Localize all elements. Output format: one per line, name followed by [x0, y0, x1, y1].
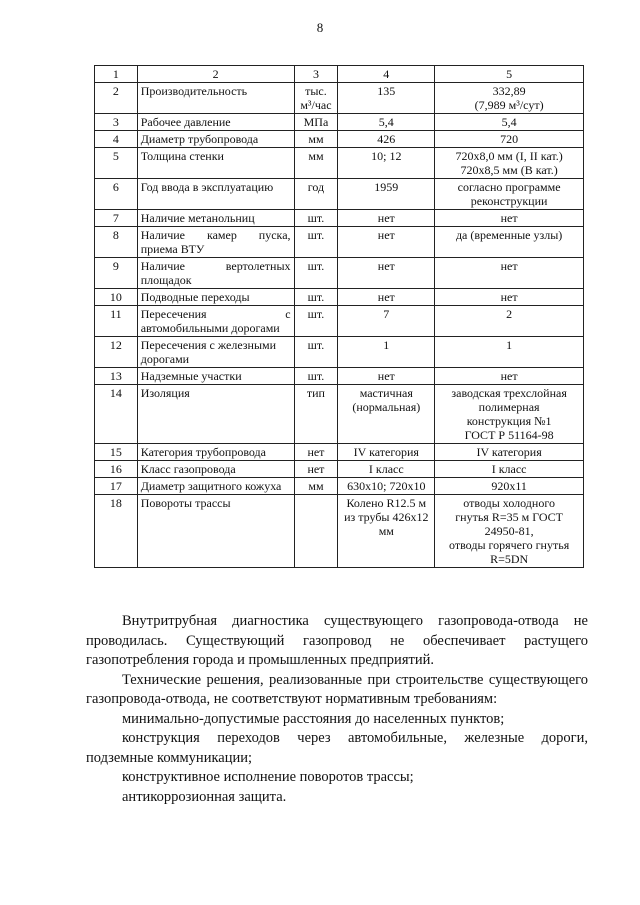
row-projected-value	[435, 289, 584, 306]
row-existing-value: 5,4	[338, 114, 435, 131]
row-parameter-name: Наличие камер пуска, приема ВТУ	[137, 227, 294, 258]
row-number: 12	[95, 337, 138, 368]
row-unit: нет	[294, 444, 338, 461]
table-row	[95, 131, 584, 148]
table-row	[95, 495, 584, 568]
list-item-distances: минимально-допустимые расстояния до населенных пунктов;	[122, 710, 505, 727]
row-existing-value: нет	[338, 258, 435, 289]
row-parameter-name: Пересечения с железными дорогами	[137, 337, 294, 368]
row-parameter-name: Повороты трассы	[137, 495, 294, 568]
row-parameter-name: Изоляция	[137, 385, 294, 444]
row-number: 13	[95, 368, 138, 385]
projected-value-line: отводы горячего гнутья	[449, 538, 570, 552]
projected-value-line: 720	[500, 132, 519, 146]
projected-value-line: I класс	[491, 462, 527, 476]
row-existing-value: нет	[338, 227, 435, 258]
row-existing-value: 1	[338, 337, 435, 368]
paragraph-technical-solutions: Технические решения, реализованные при строительстве существующего газопровода-отвода, не соответствуют нормативным требованиям:	[86, 671, 588, 707]
table-row	[95, 306, 584, 337]
row-unit: тип	[294, 385, 338, 444]
row-number: 18	[95, 495, 138, 568]
row-projected-value	[435, 495, 584, 568]
row-parameter-name: Наличие метанольниц	[137, 210, 294, 227]
row-unit	[294, 495, 338, 568]
row-parameter-name: Пересечения с автомобильными дорогами	[137, 306, 294, 337]
row-unit: год	[294, 179, 338, 210]
projected-value-line: реконструкции	[470, 194, 548, 208]
projected-value-line: гнутья R=35 м ГОСТ	[455, 510, 563, 524]
row-unit: мм	[294, 478, 338, 495]
table-row	[95, 83, 584, 114]
row-number: 2	[95, 83, 138, 114]
projected-value-line: конструкция №1	[466, 414, 552, 428]
row-existing-value: 10; 12	[338, 148, 435, 179]
header-col-1: 1	[95, 66, 138, 83]
paragraph-diagnostics: Внутритрубная диагностика существующего газопровода-отвода не проводилась. Существующий газопровод не обеспечивает растущего газопотребления города и промышленных предприятий.	[86, 613, 588, 668]
projected-value-line: ГОСТ Р 51164-98	[464, 428, 554, 442]
table-header-row	[95, 66, 584, 83]
row-number: 9	[95, 258, 138, 289]
projected-value-line: заводская трехслойная	[451, 386, 567, 400]
parameters-table	[94, 65, 584, 568]
projected-value-line: нет	[500, 369, 518, 383]
row-projected-value	[435, 306, 584, 337]
projected-value-line: 5,4	[501, 115, 517, 129]
table-row	[95, 179, 584, 210]
header-col-3: 3	[294, 66, 338, 83]
table-row	[95, 337, 584, 368]
table-row	[95, 461, 584, 478]
row-projected-value	[435, 368, 584, 385]
row-existing-value: нет	[338, 289, 435, 306]
row-parameter-name: Производительность	[137, 83, 294, 114]
row-number: 3	[95, 114, 138, 131]
row-parameter-name: Наличие вертолетных площадок	[137, 258, 294, 289]
projected-value-line: да (временные узлы)	[455, 228, 563, 242]
projected-value-line: 720х8,5 мм (В кат.)	[460, 163, 558, 177]
row-unit: шт.	[294, 368, 338, 385]
row-projected-value	[435, 258, 584, 289]
list-item-corrosion: антикоррозионная защита.	[122, 788, 287, 805]
row-existing-value: I класс	[338, 461, 435, 478]
row-existing-value: 1959	[338, 179, 435, 210]
row-parameter-name: Рабочее давление	[137, 114, 294, 131]
table-row	[95, 210, 584, 227]
projected-value-line: нет	[500, 290, 518, 304]
row-parameter-name: Подводные переходы	[137, 289, 294, 306]
projected-value-line: 920х11	[491, 479, 527, 493]
row-unit: мм	[294, 148, 338, 179]
row-parameter-name: Толщина стенки	[137, 148, 294, 179]
row-projected-value	[435, 227, 584, 258]
row-existing-value: Колено R12.5 м из трубы 426х12 мм	[338, 495, 435, 568]
table-row	[95, 385, 584, 444]
row-projected-value	[435, 444, 584, 461]
projected-value-line: нет	[500, 259, 518, 273]
table-row	[95, 227, 584, 258]
row-projected-value	[435, 210, 584, 227]
row-number: 16	[95, 461, 138, 478]
row-number: 8	[95, 227, 138, 258]
row-projected-value	[435, 337, 584, 368]
table-row	[95, 148, 584, 179]
row-unit: шт.	[294, 210, 338, 227]
page-number: 8	[316, 20, 324, 35]
row-number: 10	[95, 289, 138, 306]
projected-value-line: 2	[506, 307, 513, 321]
row-parameter-name: Класс газопровода	[137, 461, 294, 478]
row-projected-value	[435, 385, 584, 444]
table-row	[95, 114, 584, 131]
row-projected-value	[435, 478, 584, 495]
row-unit: мм	[294, 131, 338, 148]
row-number: 14	[95, 385, 138, 444]
list-item-crossings: конструкция переходов через автомобильные, железные дороги, подземные коммуникации;	[86, 730, 588, 766]
table-row	[95, 368, 584, 385]
row-existing-value: нет	[338, 368, 435, 385]
row-unit: шт.	[294, 337, 338, 368]
projected-value-line: IV категория	[476, 445, 542, 459]
row-unit: шт.	[294, 227, 338, 258]
projected-value-line: (7,989 м³/сут)	[474, 98, 544, 112]
row-projected-value	[435, 83, 584, 114]
table-row	[95, 289, 584, 306]
projected-value-line: 720х8,0 мм (I, II кат.)	[455, 149, 563, 163]
row-existing-value: 630х10; 720х10	[338, 478, 435, 495]
row-projected-value	[435, 179, 584, 210]
row-existing-value: IV категория	[338, 444, 435, 461]
table-row	[95, 258, 584, 289]
projected-value-line: R=5DN	[490, 552, 529, 566]
row-number: 11	[95, 306, 138, 337]
body-text	[86, 612, 588, 807]
row-existing-value: нет	[338, 210, 435, 227]
projected-value-line: отводы холодного	[463, 496, 555, 510]
projected-value-line: согласно программе	[457, 180, 561, 194]
row-existing-value: 135	[338, 83, 435, 114]
row-number: 6	[95, 179, 138, 210]
row-existing-value: 426	[338, 131, 435, 148]
table-row	[95, 478, 584, 495]
projected-value-line: 1	[506, 338, 513, 352]
row-number: 17	[95, 478, 138, 495]
projected-value-line: нет	[500, 211, 518, 225]
row-unit: нет	[294, 461, 338, 478]
row-projected-value	[435, 148, 584, 179]
row-unit: МПа	[294, 114, 338, 131]
row-number: 5	[95, 148, 138, 179]
projected-value-line: 24950-81,	[484, 524, 534, 538]
header-col-2: 2	[137, 66, 294, 83]
row-unit: шт.	[294, 289, 338, 306]
row-parameter-name: Год ввода в эксплуатацию	[137, 179, 294, 210]
header-col-4: 4	[338, 66, 435, 83]
projected-value-line: 332,89	[492, 84, 526, 98]
row-parameter-name: Диаметр трубопровода	[137, 131, 294, 148]
row-unit: шт.	[294, 258, 338, 289]
row-number: 15	[95, 444, 138, 461]
header-col-5: 5	[435, 66, 584, 83]
row-existing-value: мастичная (нормальная)	[338, 385, 435, 444]
list-item-turns: конструктивное исполнение поворотов трассы;	[122, 769, 414, 785]
row-existing-value: 7	[338, 306, 435, 337]
row-parameter-name: Надземные участки	[137, 368, 294, 385]
row-number: 7	[95, 210, 138, 227]
row-projected-value	[435, 461, 584, 478]
projected-value-line: полимерная	[478, 400, 540, 414]
row-number: 4	[95, 131, 138, 148]
row-projected-value	[435, 131, 584, 148]
table-row	[95, 444, 584, 461]
row-unit: шт.	[294, 306, 338, 337]
row-parameter-name: Диаметр защитного кожуха	[137, 478, 294, 495]
row-parameter-name: Категория трубопровода	[137, 444, 294, 461]
row-unit: тыс. м³/час	[294, 83, 338, 114]
row-projected-value	[435, 114, 584, 131]
